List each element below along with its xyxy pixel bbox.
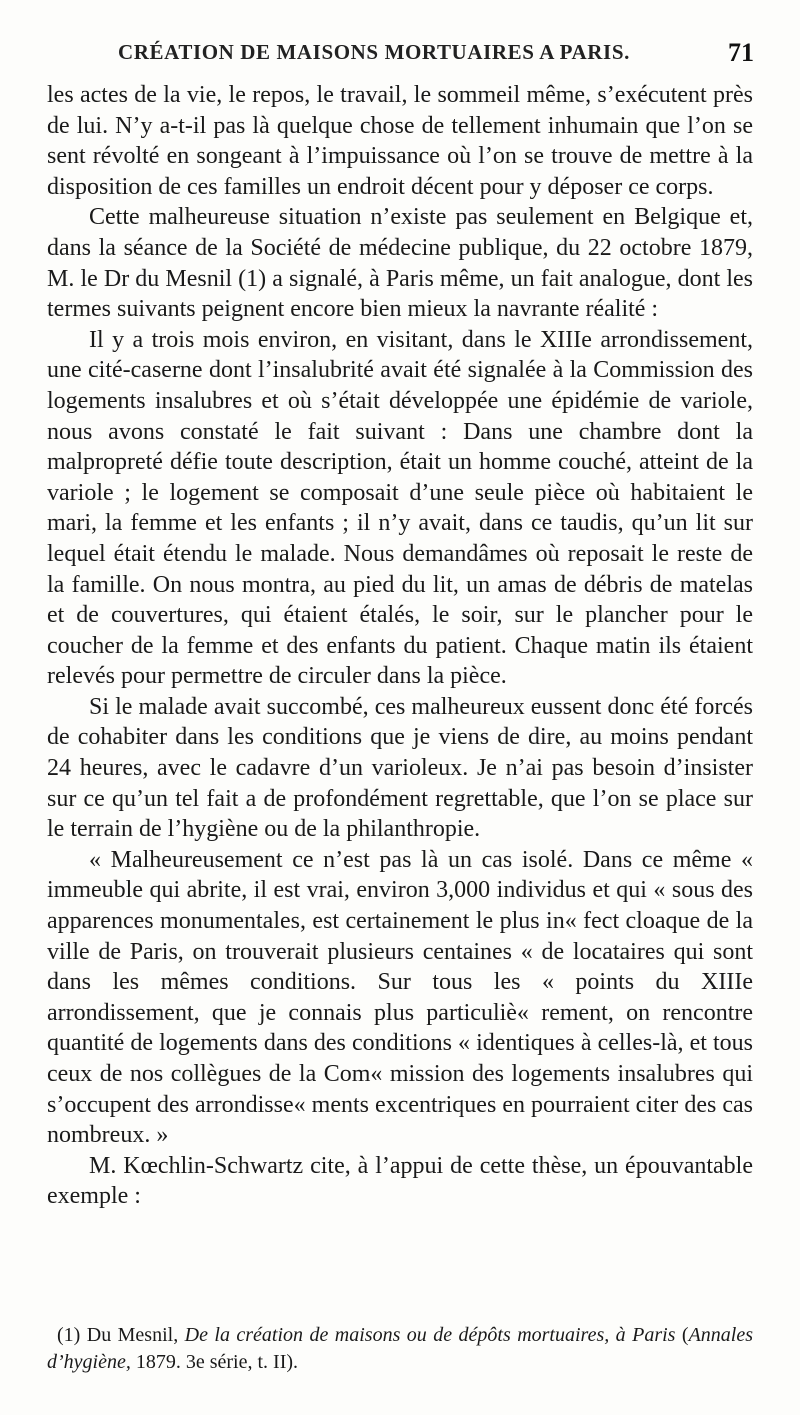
running-title: CRÉATION DE MAISONS MORTUAIRES A PARIS. xyxy=(118,40,630,64)
paragraph-continuation: les actes de la vie, le repos, le travail, le sommeil même, s’exécutent près de lui. N’y a-t-il pas là quelque chose de tellement inhumain que l’on se sent révolté en songeant à l’impuissance où l’on se trouve de mettre à la disposition de ces familles un endroit décent pour y déposer ce corps. xyxy=(47,82,753,200)
page-number: 71 xyxy=(728,38,754,67)
footnote-details: 1879. 3e série, t. II). xyxy=(135,1351,299,1373)
footnote-title: De la création de maisons ou de dépôts mortuaires, à Paris xyxy=(184,1324,676,1346)
main-text xyxy=(47,80,753,1212)
page-header xyxy=(118,38,758,78)
footnote-journal: Annales d’hygiène, xyxy=(47,1324,753,1373)
footnote-source-open: ( xyxy=(681,1324,689,1346)
paragraph-quotation: « Malheureusement ce n’est pas là un cas isolé. Dans ce même « immeuble qui abrite, il est vrai, environ 3,000 individus et qui « sous des apparences monumentales, est certainement le plus in« fect cloaque de la ville de Paris, on trouverait plusieurs centaines « de locataires qui sont dans les mêmes conditions. Sur tous les « points du XIIIe arrondissement, que je connais plus particuliè« rement, on rencontre quantité de logements dans des conditions « identiques à celles-là, et tous ceux de nos collègues de la Com« mission des logements insalubres qui s’occupent des arrondisse« ments excentriques en pourraient citer des cas nombreux. » xyxy=(47,846,753,1149)
footnote-author: Du Mesnil, xyxy=(86,1324,179,1346)
footnote-text xyxy=(47,1322,753,1376)
paragraph-example: M. Kœchlin-Schwartz cite, à l’appui de cette thèse, un épouvantable exemple : xyxy=(47,1152,753,1210)
paragraph-report: Il y a trois mois environ, en visitant, dans le XIIIe arrondissement, une cité-caserne dont l’insalubrité avait été signalée à la Commission des logements insalubres et où s’était développée une épidémie de variole, nous avons constaté le fait suivant : Dans une chambre dont la malpropreté défie toute description, était un homme couché, atteint de la variole ; le logement se composait d’une seule pièce où habitaient le mari, la femme et les enfants ; il n’y avait, dans ce taudis, qu’un lit sur lequel était étendu le malade. Nous demandâmes où reposait le reste de la famille. On nous montra, au pied du lit, un amas de débris de matelas et de couvertures, qui étaient étalés, le soir, sur le plancher pour le coucher de la femme et des enfants du patient. Chaque matin ils étaient relevés pour permettre de circuler dans la pièce. xyxy=(47,326,753,690)
footnote-marker: (1) xyxy=(57,1324,81,1346)
paragraph-situation: Cette malheureuse situation n’existe pas seulement en Belgique et, dans la séance de la Société de médecine publique, du 22 octobre 1879, M. le Dr du Mesnil (1) a signalé, à Paris même, un fait analogue, dont les termes suivants peignent encore bien mieux la navrante réalité : xyxy=(47,204,753,323)
footnote xyxy=(47,1322,753,1376)
paragraph-consequence: Si le malade avait succombé, ces malheureux eussent donc été forcés de cohabiter dans les conditions que je viens de dire, au moins pendant 24 heures, avec le cadavre d’un varioleux. Je n’ai pas besoin d’insister sur ce qu’un tel fait a de profondément regrettable, que l’on se place sur le terrain de l’hygiène ou de la philanthropie. xyxy=(47,693,753,843)
